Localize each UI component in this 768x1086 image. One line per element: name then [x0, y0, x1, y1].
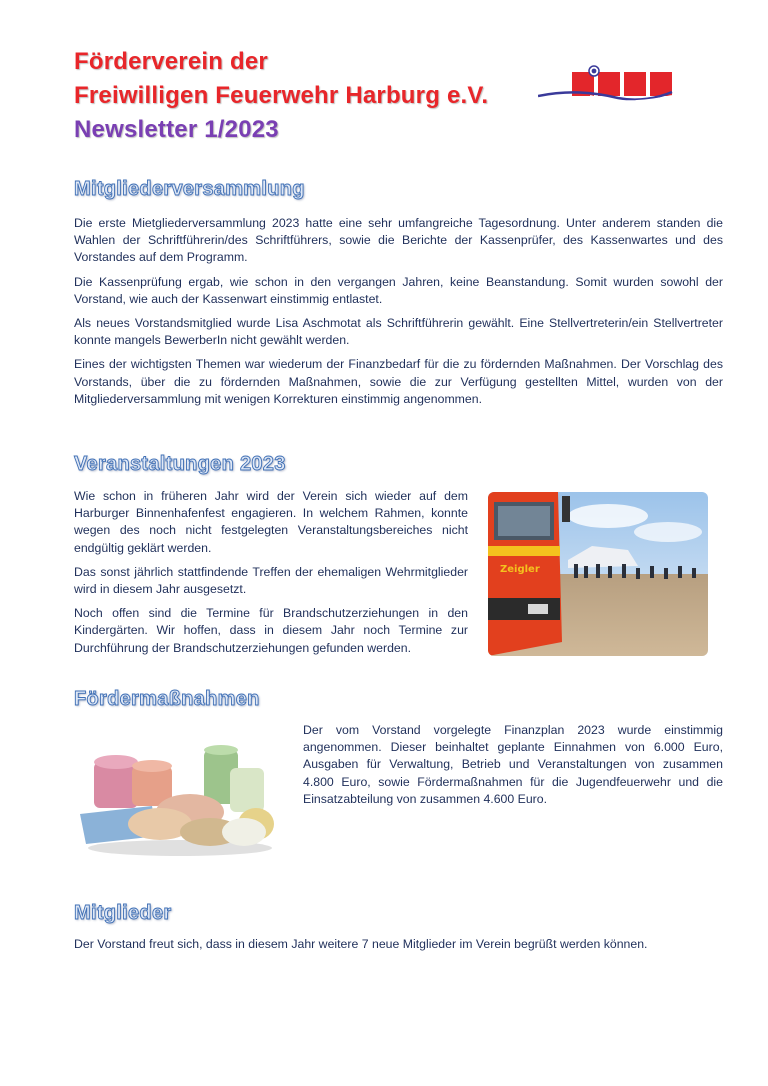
- paragraph: Der Vorstand freut sich, dass in diesem Jahr weitere 7 neue Mitglieder im Verein begrüßt werden können.: [74, 937, 648, 951]
- truck-lettering: Zeigler: [500, 564, 540, 575]
- euro-banknotes-photo: [80, 740, 280, 860]
- paragraph: Die Kassenprüfung ergab, wie schon in den vergangen Jahren, keine Beanstandung. Somit wurden sowohl der Vorstand, wie auch der Kassenwart einstimmig entlastet.: [74, 274, 723, 306]
- section-body-foerdermassnahmen: [303, 722, 723, 808]
- title-line-1: Förderverein der: [74, 48, 268, 75]
- newsletter-title: Newsletter 1/2023: [74, 116, 279, 143]
- section-heading-veranstaltungen: Veranstaltungen 2023: [74, 453, 286, 475]
- paragraph: Der vom Vorstand vorgelegte Finanzplan 2023 wurde einstimmig angenommen. Dieser beinhaltet geplante Einnahmen von 6.000 Euro, Ausgaben für Verwaltung, Betrieb und Veranstaltungen von zusammen 4.800 Euro, sowie Fördermaßnahmen für die Jugendfeuerwehr und die Einsatzabteilung von zusammen 4.600 Euro.: [303, 723, 723, 806]
- section-body-veranstaltungen: [74, 488, 468, 657]
- section-heading-foerdermassnahmen: Fördermaßnahmen: [74, 688, 260, 710]
- section-heading-mitgliederversammlung: Mitgliederversammlung: [74, 178, 305, 200]
- paragraph: Eines der wichtigsten Themen war wiederum der Finanzbedarf für die zu fördernden Maßnahmen. Der Vorschlag des Vorstands, über die zu fördernden Maßnahmen, sowie die zur Verfügung gestellten Mittel, wurden von der Mitgliederversammlung mit wenigen Korrekturen einstimmig angenommen.: [74, 357, 723, 406]
- section-body-mitglieder: [74, 936, 723, 953]
- paragraph: Wie schon in früheren Jahr wird der Verein sich wieder auf dem Harburger Binnenhafenfest engagieren. In welchem Rahmen, konnte wegen des noch nicht festgelegten Veranstaltungsbereiches nicht endgültig geklärt werden.: [74, 489, 468, 555]
- fire-truck-photo: [488, 492, 708, 656]
- paragraph: Das sonst jährlich stattfindende Treffen der ehemaligen Wehrmitglieder wird in diesem Jahr ausgesetzt.: [74, 564, 468, 597]
- paragraph: Die erste Mietgliederversammlung 2023 hatte eine sehr umfangreiche Tagesordnung. Unter anderem standen die Wahlen der Schriftführerin/des Schriftführers, sowie die Berichte der Kassenprüfer, des Kassenwartes und des Vorstandes auf dem Programm.: [74, 216, 723, 265]
- association-logo: [538, 62, 678, 108]
- section-heading-mitglieder: Mitglieder: [74, 902, 172, 924]
- paragraph: Als neues Vorstandsmitglied wurde Lisa Aschmotat als Schriftführerin gewählt. Eine Stellvertreterin/ein Stellvertreter konnte mangels BewerberIn nicht gewählt werden.: [74, 316, 723, 348]
- paragraph: Noch offen sind die Termine für Brandschutzerziehungen in den Kindergärten. Wir hoffen, dass in diesem Jahr noch Termine zur Durchführung der Brandschutzerziehungen gefunden werden.: [74, 606, 468, 655]
- title-line-2: Freiwilligen Feuerwehr Harburg e.V.: [74, 82, 489, 109]
- section-body-mitgliederversammlung: [74, 215, 723, 408]
